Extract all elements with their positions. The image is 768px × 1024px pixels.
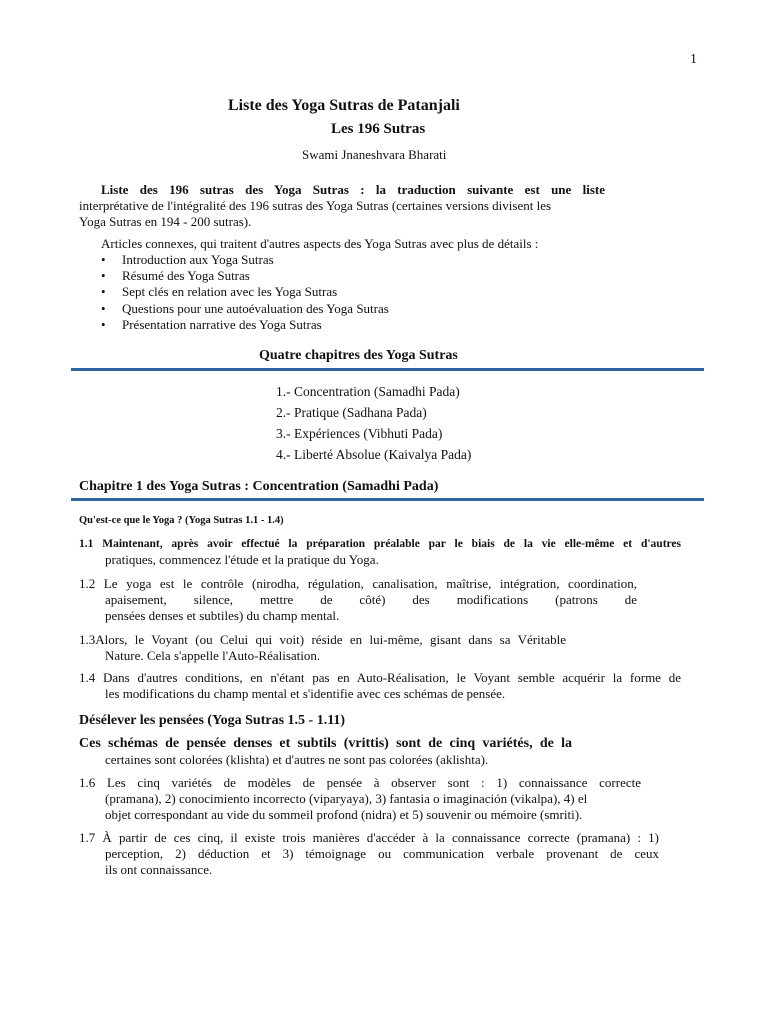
related-article-item[interactable]: • Questions pour une autoévaluation des Yoga Sutras <box>101 301 389 317</box>
sutra-line: 1.7 À partir de ces cinq, il existe trois manières d'accéder à la connaissance correcte (pramana) : 1) <box>79 830 659 845</box>
related-article-item[interactable]: • Présentation narrative des Yoga Sutras <box>101 317 389 333</box>
related-article-item[interactable]: • Résumé des Yoga Sutras <box>101 268 389 284</box>
chapter-item[interactable]: 1.- Concentration (Samadhi Pada) <box>276 384 460 399</box>
sutra-1-3 <box>79 632 566 664</box>
sutra-line: perception, 2) déduction et 3) témoignage ou communication verbale provenant de ceux <box>105 846 659 861</box>
chapters-heading: Quatre chapitres des Yoga Sutras <box>259 348 458 363</box>
sutra-line: Ces schémas de pensée denses et subtils (vrittis) sont de cinq variétés, de la <box>79 736 572 751</box>
sutra-line: 1.6 Les cinq variétés de modèles de pensée à observer sont : 1) connaissance correcte <box>79 775 641 790</box>
sutra-1-7 <box>79 830 659 878</box>
sutra-1-4 <box>79 670 681 702</box>
sutra-line: les modifications du champ mental et s'identifie avec ces schémas de pensée. <box>105 686 506 701</box>
chapter-item[interactable]: 3.- Expériences (Vibhuti Pada) <box>276 426 443 441</box>
sutra-1-6 <box>79 775 641 823</box>
sutra-line: apaisement, silence, mettre de côté) des modifications (patrons de <box>105 592 637 607</box>
chapter1-heading: Chapitre 1 des Yoga Sutras : Concentration (Samadhi Pada) <box>79 479 439 494</box>
sutra-line: (pramana), 2) conocimiento incorrecto (viparyaya), 3) fantasia o imaginación (vikalpa), 4) el <box>105 791 588 806</box>
related-articles-intro: Articles connexes, qui traitent d'autres aspects des Yoga Sutras avec plus de détails : <box>101 236 539 251</box>
sutra-line: pratiques, commencez l'étude et la pratique du Yoga. <box>105 552 379 567</box>
section-divider <box>71 498 704 501</box>
intro-paragraph <box>79 182 605 230</box>
chapter-item[interactable]: 2.- Pratique (Sadhana Pada) <box>276 405 427 420</box>
sutra-1-2 <box>79 576 637 624</box>
sutra-line: 1.3Alors, le Voyant (ou Celui qui voit) réside en lui-même, gisant dans sa Véritable <box>79 632 566 647</box>
sutra-1-1 <box>79 536 681 568</box>
sutra-line: 1.1 Maintenant, après avoir effectué la préparation préalable par le biais de la vie elle-même et d'autres <box>79 538 681 550</box>
related-articles-list <box>101 252 389 333</box>
author: Swami Jnaneshvara Bharati <box>302 147 447 162</box>
sutra-line: Nature. Cela s'appelle l'Auto-Réalisation. <box>105 648 321 663</box>
section-divider <box>71 368 704 371</box>
sutra-line: 1.2 Le yoga est le contrôle (nirodha, régulation, canalisation, maîtrise, intégration, coordination, <box>79 576 637 591</box>
sutra-line: pensées denses et subtiles) du champ mental. <box>105 608 340 623</box>
section-heading-thoughts: Désélever les pensées (Yoga Sutras 1.5 - 1.11) <box>79 713 346 728</box>
document-title: Liste des Yoga Sutras de Patanjali <box>228 97 460 114</box>
related-article-item[interactable]: • Introduction aux Yoga Sutras <box>101 252 389 268</box>
intro-line: Liste des 196 sutras des Yoga Sutras : la traduction suivante est une liste <box>101 182 605 197</box>
sutra-line: certaines sont colorées (klishta) et d'autres ne sont pas colorées (aklishta). <box>105 752 489 767</box>
document-subtitle: Les 196 Sutras <box>331 121 426 137</box>
sutra-line: objet correspondant au vide du sommeil profond (nidra) et 5) souvenir ou mémoire (smriti). <box>105 807 583 822</box>
sutra-line: ils ont connaissance. <box>105 862 213 877</box>
intro-line: Yoga Sutras en 194 - 200 sutras). <box>79 214 252 229</box>
related-article-item[interactable]: • Sept clés en relation avec les Yoga Sutras <box>101 284 389 300</box>
intro-line: interprétative de l'intégralité des 196 sutras des Yoga Sutras (certaines versions divisent les <box>79 198 552 213</box>
page-number: 1 <box>690 52 697 67</box>
sutra-1-5 <box>79 736 572 768</box>
chapter-list <box>276 381 471 465</box>
section-heading-what-is-yoga: Qu'est-ce que le Yoga ? (Yoga Sutras 1.1 - 1.4) <box>79 515 284 526</box>
chapter-item[interactable]: 4.- Liberté Absolue (Kaivalya Pada) <box>276 447 472 462</box>
sutra-line: 1.4 Dans d'autres conditions, en n'étant pas en Auto-Réalisation, le Voyant semble acquérir la forme de <box>79 670 681 685</box>
